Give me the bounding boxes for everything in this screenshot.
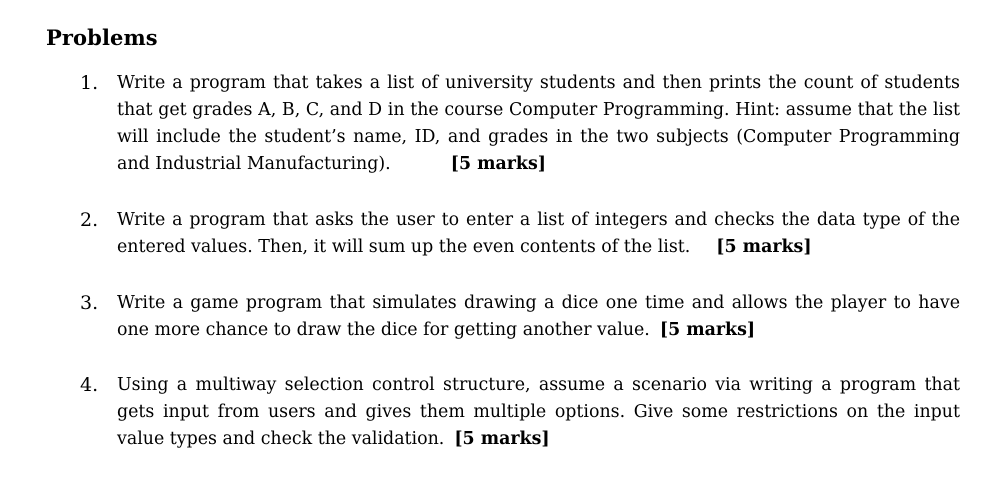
problem-text: Write a game program that simulates drawing a dice one time and allows the player to have one more chance to draw the dice for getting another value. <box>117 293 960 340</box>
problem-text: Using a multiway selection control structure, assume a scenario via writing a program that gets input from users and gives them multiple options. Give some restrictions on the input value types and check the validation. <box>117 375 960 449</box>
problem-marks: [5 marks] <box>450 154 547 174</box>
problem-text: Write a program that takes a list of university students and then prints the count of students that get grades A, B, C, and D in the course Computer Programming. Hint: assume that the list will include the student’s name, ID, and grades in the two subjects (Computer Programming and Industrial Manufacturing). <box>117 73 960 174</box>
problem-text-block <box>117 207 960 261</box>
problem-marks: [5 marks] <box>454 429 550 449</box>
problem-number: 4. <box>80 374 99 396</box>
problem-number: 3. <box>80 292 99 314</box>
problem-text: Write a program that asks the user to enter a list of integers and checks the data type of the entered values. Then, it will sum up the even contents of the list. <box>117 210 960 257</box>
problem-marks: [5 marks] <box>716 237 812 257</box>
problem-number: 2. <box>80 209 99 231</box>
problem-text-block <box>117 290 960 344</box>
section-heading: Problems <box>46 25 158 50</box>
problem-marks: [5 marks] <box>659 320 756 340</box>
problem-text-block <box>117 372 960 453</box>
problem-number: 1. <box>80 72 99 94</box>
problem-text-block <box>117 70 960 178</box>
